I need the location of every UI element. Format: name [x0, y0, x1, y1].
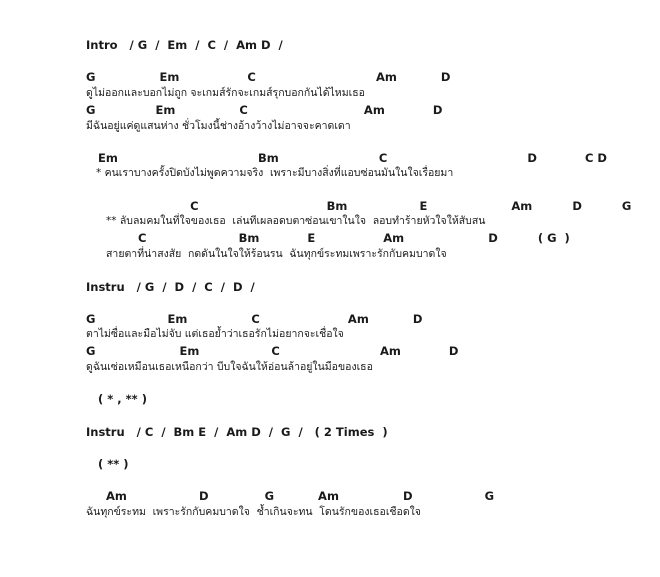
instrumental-line-2: Instru / C / Bm E / Am D / G / ( 2 Times ) — [86, 425, 388, 439]
verse1-chord-line-2: G Em C Am D — [86, 103, 443, 117]
outro-chord-line: Am D G Am D G — [86, 489, 495, 503]
verse2-lyric-line-1: ตาไม่ซื่อและมือไม่จับ แต่เธอย้ำว่าเธอรักไม่อยากจะเชื่อใจ — [86, 328, 344, 340]
verse2-lyric-line-2: ดูฉันเซ่อเหมือนเธอเหนือกว่า บีบใจฉันให้อ่อนล้าอยู่ในมือของเธอ — [86, 361, 373, 373]
instrumental-line-1: Instru / G / D / C / D / — [86, 280, 255, 294]
prechorus-chord-line: Em Bm C D C D — [86, 151, 607, 165]
verse1-lyric-line-2: มีฉันอยู่แค่ดูแสนห่าง ชั่วโมงนี้ช่างอ้างว้างไม่อาจจะคาดเดา — [86, 120, 351, 132]
verse2-chord-line-2: G Em C Am D — [86, 344, 459, 358]
chorus-chord-line-1: C Bm E Am D G — [86, 199, 632, 213]
verse2-chord-line-1: G Em C Am D — [86, 312, 423, 326]
verse1-lyric-line-1: ดูไม่ออกและบอกไม่ถูก จะเกมส์รักจะเกมส์รุกบอกกันได้ไหมเธอ — [86, 87, 365, 99]
chorus-chord-line-2: C Bm E Am D ( G ) — [86, 231, 570, 245]
intro-line: Intro / G / Em / C / Am D / — [86, 38, 283, 52]
chorus-lyric-line-1: ** ลับลมคมในที่ใจของเธอ เล่นทีเผลอดบตาซ่อนเขาในใจ ลอบทำร้ายหัวใจให้สับสน — [86, 215, 486, 227]
repeat-marker-2: ( ** ) — [86, 457, 129, 471]
verse1-chord-line-1: G Em C Am D — [86, 70, 451, 84]
chorus-lyric-line-2: สายตาที่น่าสงสัย กดดันในใจให้ร้อนรน ฉันทุกข์ระทมเพราะรักกับคมบาดใจ — [86, 248, 447, 260]
prechorus-lyric-line: * คนเราบางครั้งปิดบังไม่พูดความจริง เพราะมีบางสิ่งที่แอบซ่อนมันในใจเรื่อยมา — [86, 167, 454, 179]
repeat-marker-1: ( * , ** ) — [86, 392, 147, 406]
outro-lyric-line: ฉันทุกข์ระทม เพราะรักกับคมบาดใจ ช้ำเกินจะทน โดนรักของเธอเชือดใจ — [86, 506, 421, 518]
